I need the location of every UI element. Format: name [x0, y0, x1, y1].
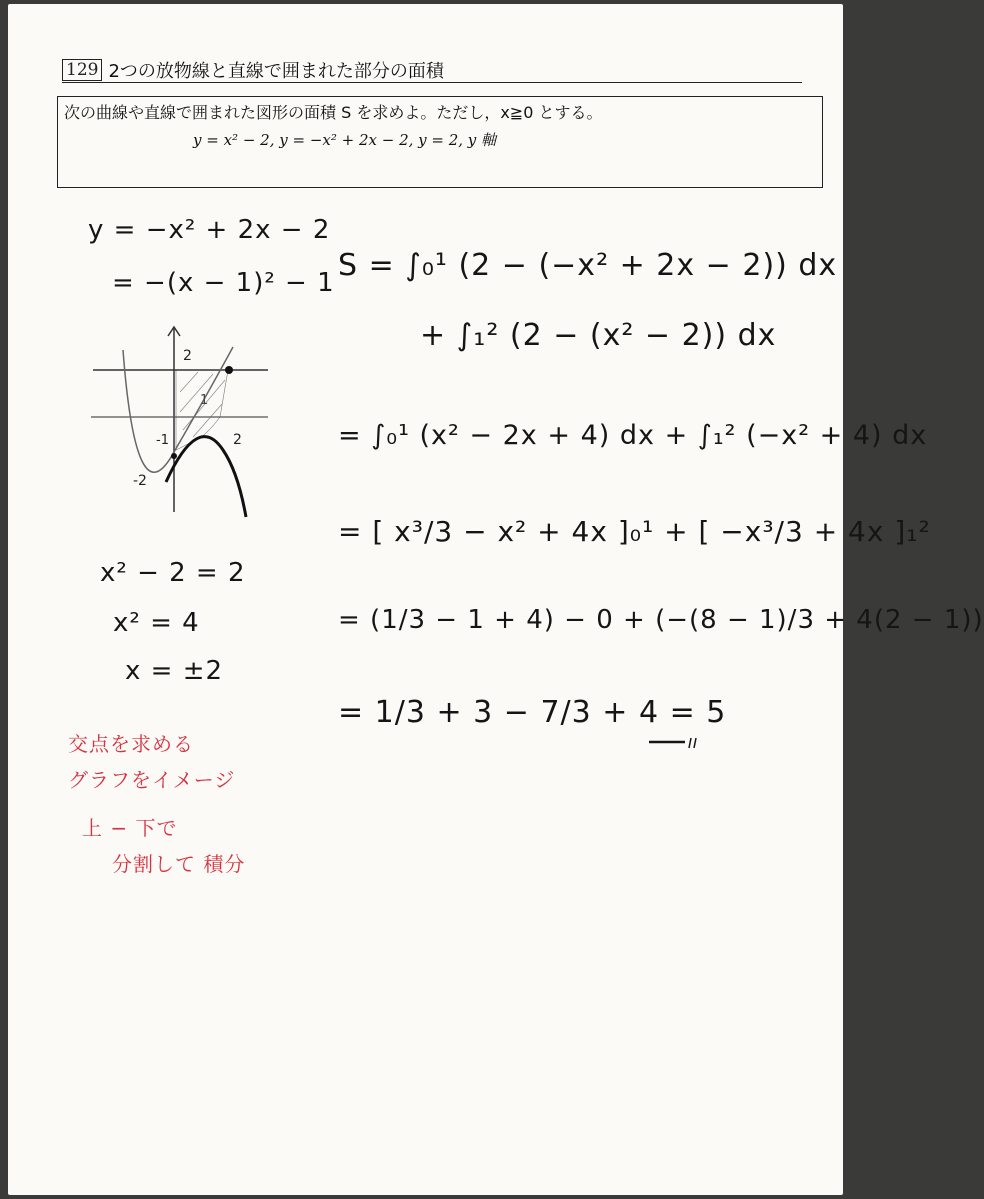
vertex-form-line1: y = −x² + 2x − 2: [88, 215, 331, 245]
label-2: 2: [183, 348, 192, 364]
problem-curves: y = x² − 2, y = −x² + 2x − 2, y = 2, y 軸: [193, 131, 497, 149]
intersection-eq3: x = ±2: [125, 656, 224, 686]
note-split-integrate: 分割して 積分: [112, 852, 246, 876]
solution-line4: = [ x³/3 − x² + 4x ]₀¹ + [ −x³/3 + 4x ]₁²: [338, 515, 931, 548]
solution-line6: = 1/3 + 3 − 7/3 + 4 = 5: [338, 695, 727, 730]
y-intercept-point: [171, 453, 177, 459]
intersection-eq1: x² − 2 = 2: [100, 558, 246, 588]
vertex-form-line2: = −(x − 1)² − 1: [112, 268, 335, 298]
label-neg2: -2: [133, 473, 147, 489]
solution-line1: S = ∫₀¹ (2 − (−x² + 2x − 2)) dx: [338, 248, 838, 283]
note-find-intersection: 交点を求める: [68, 732, 194, 756]
note-upper-minus-lower: 上 − 下で: [82, 816, 178, 840]
problem-number: 129: [62, 59, 102, 81]
solution-line5: = (1/3 − 1 + 4) − 0 + (−(8 − 1)/3 + 4(2 − 1)): [338, 605, 984, 635]
label-x2: 2: [233, 432, 242, 448]
answer-underline: [645, 736, 705, 750]
intersection-point: [225, 366, 233, 374]
intersection-eq2: x² = 4: [113, 608, 200, 638]
note-imagine-graph: グラフをイメージ: [68, 768, 236, 792]
problem-header: [62, 58, 802, 83]
problem-title: 2つの放物線と直線で囲まれた部分の面積: [108, 61, 444, 82]
label-1: 1: [200, 393, 209, 408]
solution-line3: = ∫₀¹ (x² − 2x + 4) dx + ∫₁² (−x² + 4) dx: [338, 420, 928, 451]
sketch-graph: [88, 322, 288, 522]
parabola-upward: [123, 347, 233, 472]
problem-statement: 次の曲線や直線で囲まれた図形の面積 S を求めよ。ただし，x≧0 とする。: [64, 103, 603, 122]
solution-line2: + ∫₁² (2 − (x² − 2)) dx: [420, 318, 777, 353]
label-neg1: -1: [156, 433, 169, 448]
problem-box: [57, 96, 823, 188]
